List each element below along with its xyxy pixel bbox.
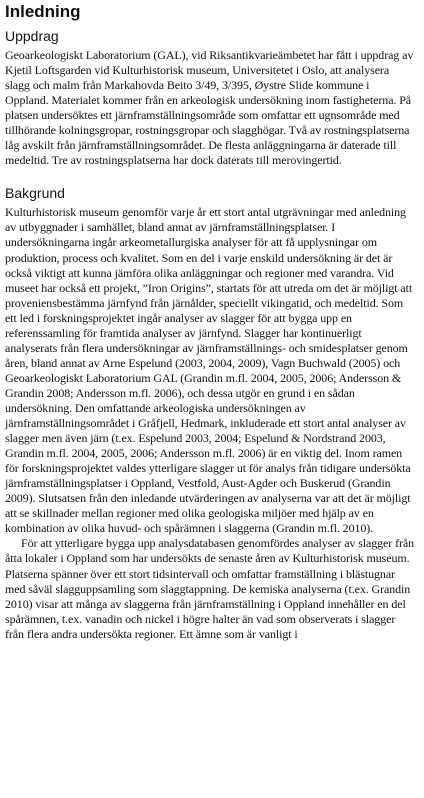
paragraph-bakgrund-1: Kulturhistorisk museum genomför varje år ett stort antal utgrävningar med anledning av utbyggnader i samhället, bland annat av järnframställningsplatser. I undersökningarna ingår arkeometallurgiska analyser för att få upplysningar om produktion, process och kvalitet. Som en del i varje enskild undersökning är det är också viktigt att kunna jämföra olika anläggningar och regioner med varandra. Vid museet har också ett projekt, ”Iron Origins”, startats för att utreda om det är möjligt att proveniensbestämma järnfynd från järnålder, speciellt vikingatid, och medeltid. Som ett led i forskningsprojektet ingår analyser av slagger för att bygga upp en referenssamling för framtida analyser av järnfynd. Slagger har kontinuerligt analyserats från flera undersökningar av järnframställnings- och smidesplatser genom åren, bland annat av Arne Espelund (2003, 2004, 2009), Vagn Buchwald (2005) och Geoarkeologiskt Laboratorium GAL (Grandin m.fl. 2004, 2005, 2006; Andersson & Grandin 2008; Andersson m.fl. 2006), och dessa utgör en grund i en sådan undersökning. Den omfattande arkeologiska undersökningen av järnframställningsområdet i Gråfjell, Hedmark, inkluderade ett stort antal analyser av slagger men även järn (t.ex. Espelund 2003, 2004; Espelund & Nordstrand 2003, Grandin m.fl. 2004, 2005, 2006; Andersson m.fl. 2006) är en viktig del. Inom ramen för forskningsprojektet valdes ytterligare slagger ut för analys från tidigare undersökta järnframställningsplatser i Oppland, Vestfold, Aust-Agder och Buskerud (Grandin 2009). Slutsatsen från den inledande utvärderingen av analyserna var att det är möjligt att se skillnader mellan regioner med olika geologiska miljöer med hjälp av en kombination av olika huvud- och spårämnen i slaggerna (Grandin m.fl. 2010).	[5, 205, 413, 536]
paragraph-uppdrag: Geoarkeologiskt Laboratorium (GAL), vid Riksantikvarieämbetet har fått i uppdrag av Kjetil Loftsgarden vid Kulturhistorisk museum, Universitetet i Oslo, att analysera slagg och malm från Markahovda Beito 3/49, 3/395, Øystre Slide kommune i Oppland. Materialet kommer från en arkeologisk undersökning inom fastigheterna. På platsen undersöktes ett järnframställningsområde som omfattar ett ugnsområde med tillhörande kolningsgropar, rostningsgropar och slagghögar. Två av rostningsplatserna låg avskilt från järnframställningsområdet. De flesta anläggningarna är daterade till medeltid. Tre av rostningsplatserna har dock daterats till merovingertid.	[5, 48, 414, 168]
page-title: Inledning	[5, 2, 81, 21]
section-heading-bakgrund: Bakgrund	[5, 185, 65, 202]
paragraph-bakgrund-2: För att ytterligare bygga upp analysdatabasen genomfördes analyser av slagger från åtta lokaler i Oppland som har undersökts de senaste åren av Kulturhistorisk museum. Platserna spänner över ett stort tidsintervall och omfattar framställning i blästugnar med såväl slagguppsamling som slaggtappning. De kemiska analyserna (t.ex. Grandin 2010) visar att många av slaggerna från järnframställning i Oppland innehåller en del spårämnen, t.ex. vanadin och nickel i högre halter än vad som observerats i slagger från flera andra undersökta regioner. Ett ämne som är vanligt i	[5, 536, 414, 641]
section-spacer	[5, 168, 414, 184]
section-heading-uppdrag: Uppdrag	[5, 28, 59, 44]
